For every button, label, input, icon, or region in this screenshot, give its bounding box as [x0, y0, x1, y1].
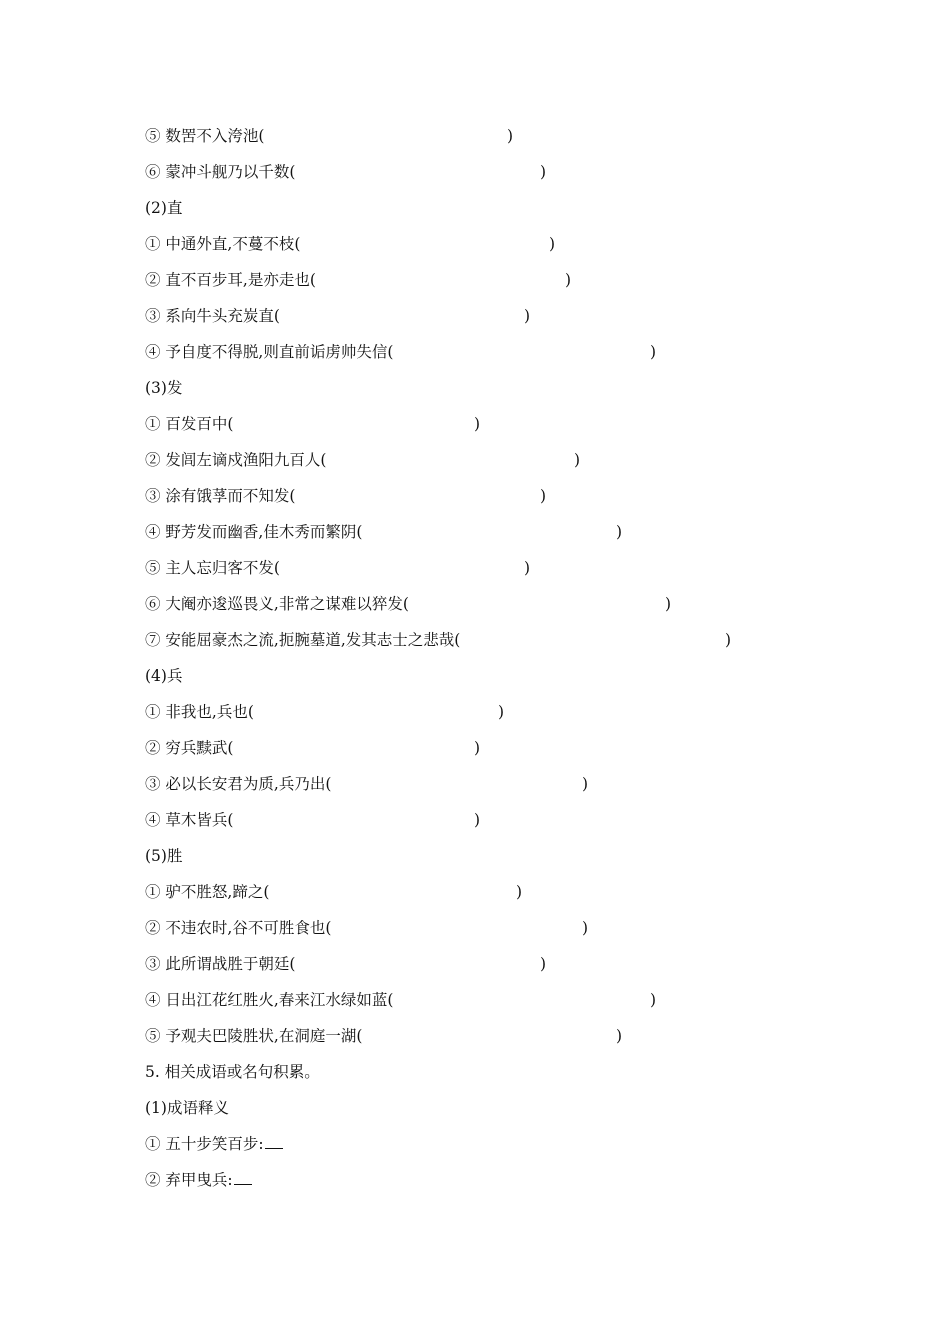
question-line: ④ 日出江花红胜火,春来江水绿如蓝( )	[145, 988, 393, 1012]
question-line: ④ 草木皆兵( )	[145, 808, 233, 832]
question-line: ① 百发百中( )	[145, 412, 233, 436]
question-line: ⑥ 大阉亦逡巡畏义,非常之谋难以猝发( )	[145, 592, 409, 616]
section-heading: (1)成语释义	[145, 1099, 229, 1117]
question-line: ① 非我也,兵也( )	[145, 700, 254, 724]
answer-paren-close: )	[725, 631, 732, 649]
section-heading: (4)兵	[145, 667, 183, 685]
question-line: ② 穷兵黩武( )	[145, 736, 233, 760]
answer-paren-close: )	[498, 703, 505, 721]
answer-paren-close: )	[616, 523, 623, 541]
answer-paren-close: )	[516, 883, 523, 901]
answer-blank[interactable]	[234, 1168, 252, 1185]
answer-paren-close: )	[616, 1027, 623, 1045]
section-heading: (3)发	[145, 379, 183, 397]
question-line: ① 驴不胜怒,蹄之( )	[145, 880, 269, 904]
question-line: ⑤ 予观夫巴陵胜状,在洞庭一湖( )	[145, 1024, 362, 1048]
question-line: ③ 必以长安君为质,兵乃出( )	[145, 772, 331, 796]
question-line: ② 不违农时,谷不可胜食也( )	[145, 916, 331, 940]
question-line: ④ 予自度不得脱,则直前诟虏帅失信( )	[145, 340, 393, 364]
answer-paren-close: )	[524, 559, 531, 577]
answer-paren-close: )	[582, 919, 589, 937]
answer-paren-close: )	[665, 595, 672, 613]
answer-paren-close: )	[549, 235, 556, 253]
fill-in-line: ② 弃甲曳兵:	[145, 1168, 252, 1192]
fill-in-line: ① 五十步笑百步:	[145, 1132, 283, 1156]
answer-paren-close: )	[507, 127, 514, 145]
answer-paren-close: )	[582, 775, 589, 793]
question-line: ② 直不百步耳,是亦走也( )	[145, 268, 316, 292]
question-line: ⑦ 安能屈豪杰之流,扼腕墓道,发其志士之悲哉( )	[145, 628, 460, 652]
answer-paren-close: )	[650, 343, 657, 361]
question-line: ③ 系向牛头充炭直( )	[145, 304, 280, 328]
question-line: ② 发闾左谪戍渔阳九百人( )	[145, 448, 326, 472]
answer-blank[interactable]	[265, 1132, 283, 1149]
answer-paren-close: )	[524, 307, 531, 325]
answer-paren-close: )	[565, 271, 572, 289]
answer-paren-close: )	[474, 415, 481, 433]
answer-paren-close: )	[540, 955, 547, 973]
section-heading: (5)胜	[145, 847, 183, 865]
question-line: ① 中通外直,不蔓不枝( )	[145, 232, 300, 256]
answer-paren-close: )	[650, 991, 657, 1009]
question-line: ⑤ 主人忘归客不发( )	[145, 556, 280, 580]
answer-paren-close: )	[540, 163, 547, 181]
section-heading: (2)直	[145, 199, 183, 217]
question-line: ③ 此所谓战胜于朝廷( )	[145, 952, 295, 976]
question-line: ⑥ 蒙冲斗舰乃以千数( )	[145, 160, 295, 184]
question-line: ⑤ 数罟不入洿池( )	[145, 124, 264, 148]
answer-paren-close: )	[540, 487, 547, 505]
question-heading: 5. 相关成语或名句积累。	[145, 1063, 320, 1081]
question-line: ③ 涂有饿莩而不知发( )	[145, 484, 295, 508]
question-line: ④ 野芳发而幽香,佳木秀而繁阴( )	[145, 520, 362, 544]
answer-paren-close: )	[574, 451, 581, 469]
answer-paren-close: )	[474, 739, 481, 757]
answer-paren-close: )	[474, 811, 481, 829]
